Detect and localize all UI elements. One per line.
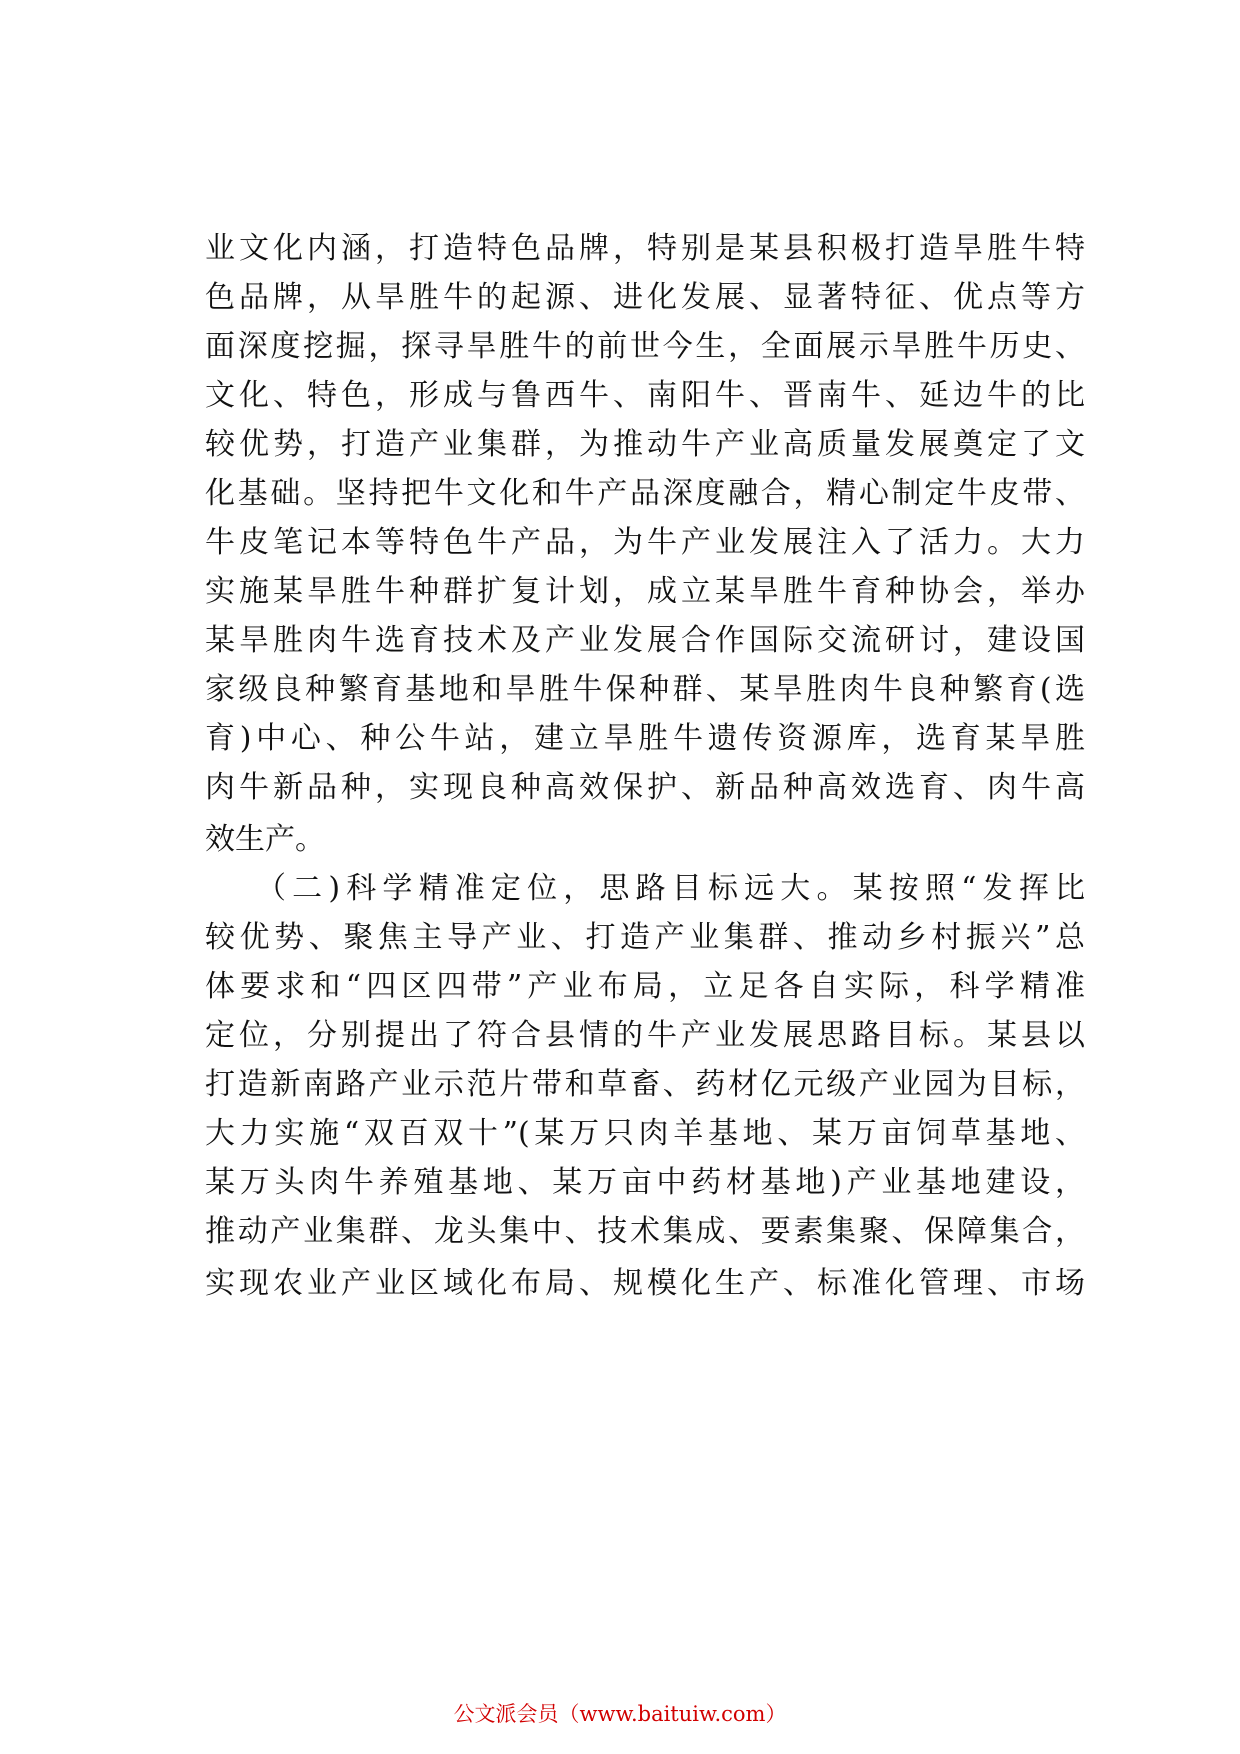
text-line: 文化、特色，形成与鲁西牛、南阳牛、晋南牛、延边牛的比 (205, 378, 1085, 413)
text-line: 定位，分别提出了符合县情的牛产业发展思路目标。某县以 (205, 1018, 1085, 1053)
text-line: 较优势，打造产业集群，为推动牛产业高质量发展奠定了文 (205, 427, 1085, 462)
text-line: 打造新南路产业示范片带和草畜、药材亿元级产业园为目标， (205, 1067, 1085, 1102)
text-line: 某万头肉牛养殖基地、某万亩中药材基地)产业基地建设， (205, 1165, 1085, 1200)
text-line: 效生产。 (205, 822, 325, 857)
text-line: 肉牛新品种，实现良种高效保护、新品种高效选育、肉牛高 (205, 770, 1085, 805)
text-line: 实施某旱胜牛种群扩复计划，成立某旱胜牛育种协会，举办 (205, 574, 1085, 609)
text-line: 育)中心、种公牛站，建立旱胜牛遗传资源库，选育某旱胜 (205, 721, 1085, 756)
text-line: 牛皮笔记本等特色牛产品，为牛产业发展注入了活力。大力 (205, 525, 1085, 560)
text-line: 推动产业集群、龙头集中、技术集成、要素集聚、保障集合， (205, 1214, 1085, 1249)
text-line: 业文化内涵，打造特色品牌，特别是某县积极打造旱胜牛特 (205, 231, 1085, 266)
text-line: 大力实施“双百双十”(某万只肉羊基地、某万亩饲草基地、 (205, 1116, 1085, 1151)
text-line: 面深度挖掘，探寻旱胜牛的前世今生，全面展示旱胜牛历史、 (205, 329, 1085, 364)
text-line: 化基础。坚持把牛文化和牛产品深度融合，精心制定牛皮带、 (205, 476, 1085, 511)
section-heading-line: （二)科学精准定位，思路目标远大。某按照“发挥比 (256, 871, 1085, 906)
footer-watermark-link[interactable]: 公文派会员（www.baituiw.com） (453, 1702, 787, 1726)
text-line: 体要求和“四区四带”产业布局，立足各自实际，科学精准 (205, 969, 1085, 1004)
text-line: 较优势、聚焦主导产业、打造产业集群、推动乡村振兴”总 (205, 920, 1085, 955)
text-line: 家级良种繁育基地和旱胜牛保种群、某旱胜肉牛良种繁育(选 (205, 672, 1085, 707)
text-line: 色品牌，从旱胜牛的起源、进化发展、显著特征、优点等方 (205, 280, 1085, 315)
text-line: 某旱胜肉牛选育技术及产业发展合作国际交流研讨，建设国 (205, 623, 1085, 658)
text-line: 实现农业产业区域化布局、规模化生产、标准化管理、市场 (205, 1266, 1085, 1301)
